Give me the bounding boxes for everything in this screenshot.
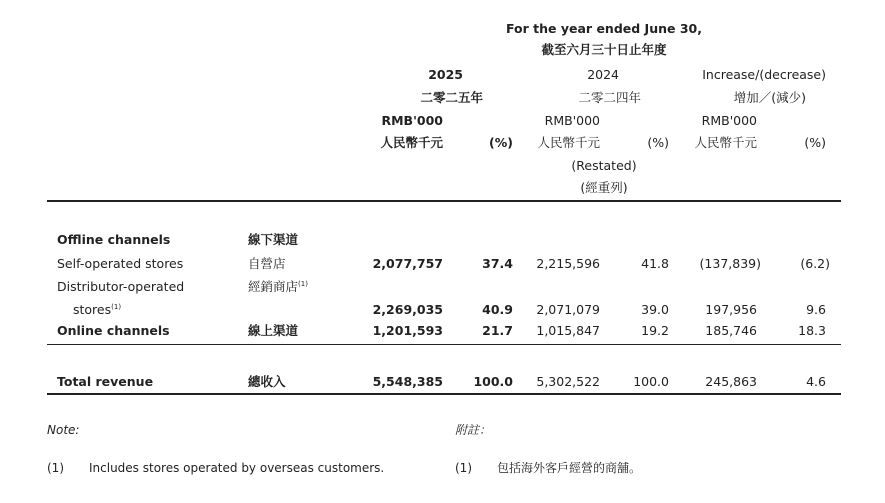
total-change-pct: 4.6 (806, 374, 826, 389)
distributor-en-line1: Distributor-operated (57, 279, 185, 294)
unit-change-zh: 人民幣千元 (694, 135, 757, 150)
distributor-2024: 2,071,079 (536, 302, 600, 317)
period-heading-zh: 截至六月三十日止年度 (541, 42, 667, 57)
offline-channels-zh: 線下渠道 (248, 232, 299, 247)
distributor-zh-note-ref: (1) (298, 279, 308, 288)
total-revenue-zh: 總收入 (248, 374, 286, 389)
distributor-zh: 經銷商店$^{(1)}$ (248, 279, 308, 294)
distributor-2024-pct: 39.0 (641, 302, 669, 317)
note-label-zh: 附註： (455, 423, 492, 437)
total-2025: 5,548,385 (372, 374, 443, 389)
online-change: 185,746 (705, 323, 757, 338)
total-rule (47, 393, 841, 395)
year-2024-zh: 二零二四年 (578, 90, 641, 105)
self-operated-2024-pct: 41.8 (641, 256, 669, 271)
unit-change-en: RMB'000 (701, 113, 757, 128)
total-2024-pct: 100.0 (633, 374, 669, 389)
distributor-2025-pct: 40.9 (482, 302, 513, 317)
change-heading-zh: 增加／(減少) (733, 90, 806, 105)
total-2024: 5,302,522 (536, 374, 600, 389)
self-operated-en: Self-operated stores (57, 256, 184, 271)
restated-en: (Restated) (571, 158, 637, 173)
online-2024: 1,015,847 (536, 323, 600, 338)
year-2025-en: 2025 (428, 67, 463, 82)
online-change-pct: 18.3 (798, 323, 826, 338)
year-2025-zh: 二零二五年 (420, 90, 483, 105)
total-2025-pct: 100.0 (473, 374, 513, 389)
period-heading-en: For the year ended June 30, (506, 21, 702, 36)
distributor-en-line2: stores$^{(1)}$ (73, 302, 122, 317)
online-2025: 1,201,593 (372, 323, 443, 338)
subtotal-rule (47, 344, 841, 345)
unit-2024-zh: 人民幣千元 (537, 135, 600, 150)
note-number-en: (1) (47, 461, 64, 475)
distributor-2025: 2,269,035 (372, 302, 443, 317)
online-2024-pct: 19.2 (641, 323, 669, 338)
self-operated-change-pct: (6.2) (800, 256, 830, 271)
pct-change-header: (%) (804, 135, 826, 150)
restated-zh: (經重列) (580, 180, 628, 195)
distributor-change: 197,956 (705, 302, 757, 317)
distributor-en-note-ref: (1) (111, 302, 122, 311)
note-number-zh: (1) (455, 461, 472, 475)
self-operated-2025: 2,077,757 (372, 256, 443, 271)
unit-2024-en: RMB'000 (544, 113, 600, 128)
online-channels-en: Online channels (57, 323, 170, 338)
header-rule (47, 200, 841, 202)
year-2024-en: 2024 (587, 67, 619, 82)
unit-2025-zh: 人民幣千元 (380, 135, 443, 150)
self-operated-2024: 2,215,596 (536, 256, 600, 271)
note-label-en: Note: (47, 423, 80, 437)
total-revenue-en: Total revenue (57, 374, 154, 389)
self-operated-zh: 自營店 (248, 256, 286, 271)
pct-2025-header: (%) (489, 135, 513, 150)
note-text-en: Includes stores operated by overseas customers. (89, 461, 385, 475)
online-2025-pct: 21.7 (482, 323, 513, 338)
total-change: 245,863 (705, 374, 757, 389)
unit-2025-en: RMB'000 (381, 113, 443, 128)
self-operated-2025-pct: 37.4 (482, 256, 513, 271)
online-channels-zh: 線上渠道 (248, 323, 299, 338)
change-heading-en: Increase/(decrease) (702, 67, 826, 82)
self-operated-change: (137,839) (699, 256, 761, 271)
pct-2024-header: (%) (647, 135, 669, 150)
distributor-change-pct: 9.6 (806, 302, 826, 317)
note-text-zh: 包括海外客戶經營的商舖。 (497, 461, 642, 475)
offline-channels-en: Offline channels (57, 232, 171, 247)
